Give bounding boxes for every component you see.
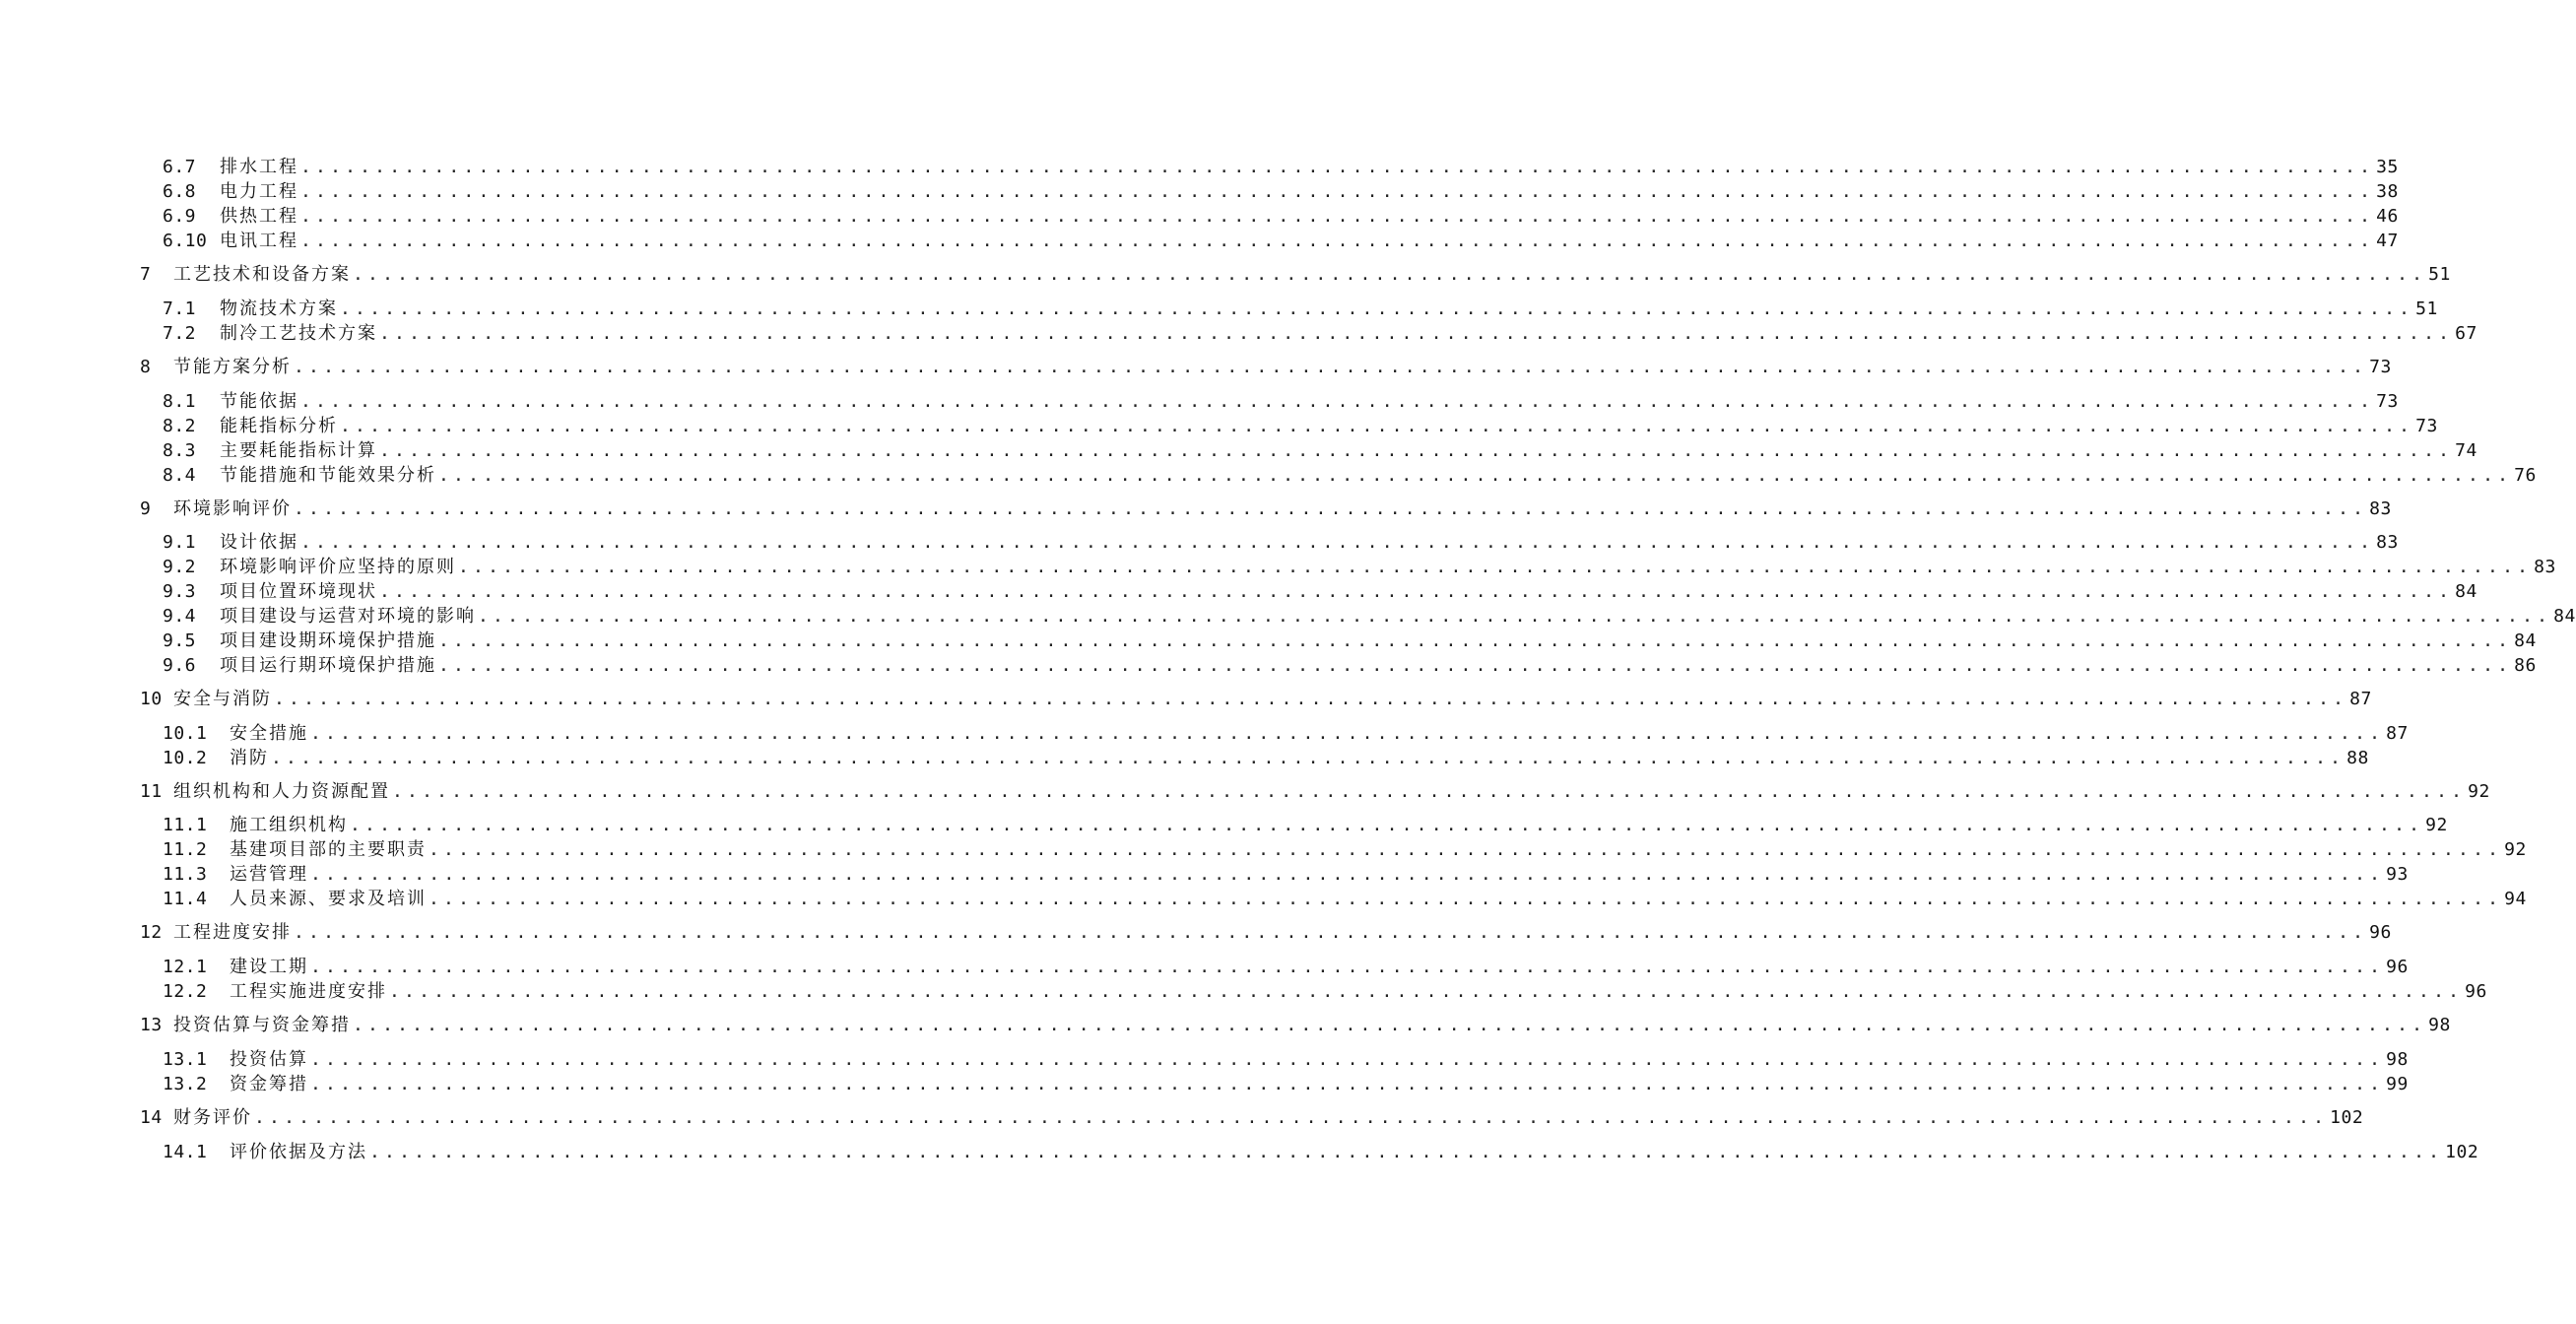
toc-chapter-entry[interactable] xyxy=(140,688,2372,711)
toc-subsection-entry[interactable] xyxy=(163,838,2527,862)
dot-leader: ............................................................................................................................................ xyxy=(310,723,2385,744)
dot-leader: ............................................................................................................................................ xyxy=(294,922,2368,943)
dot-leader: ............................................................................................................................................ xyxy=(310,1074,2385,1094)
entry-number: 12 xyxy=(140,922,163,943)
toc-subsection-entry[interactable] xyxy=(163,580,2477,604)
toc-chapter-entry[interactable] xyxy=(140,1014,2451,1037)
entry-title: 人员来源、要求及培训 xyxy=(230,889,427,909)
entry-title: 物流技术方案 xyxy=(220,298,338,319)
toc-chapter-entry[interactable] xyxy=(140,263,2451,287)
toc-chapter-entry[interactable] xyxy=(140,356,2392,379)
entry-number: 6.8 xyxy=(163,181,197,202)
entry-number: 9.4 xyxy=(163,606,197,627)
entry-number: 12.1 xyxy=(163,957,208,977)
entry-title: 节能措施和节能效果分析 xyxy=(220,465,436,486)
dot-leader: ............................................................................................................................................ xyxy=(353,1015,2427,1035)
entry-title: 投资估算 xyxy=(230,1049,308,1070)
entry-number: 11.1 xyxy=(163,815,208,835)
entry-page-number: 73 xyxy=(2376,391,2399,412)
entry-number: 11.2 xyxy=(163,839,208,860)
dot-leader: ............................................................................................................................................ xyxy=(392,781,2467,802)
toc-subsection-entry[interactable] xyxy=(163,556,2556,579)
toc-subsection-entry[interactable] xyxy=(163,863,2409,887)
entry-page-number: 96 xyxy=(2369,922,2392,943)
toc-subsection-entry[interactable] xyxy=(163,629,2537,653)
dot-leader: ............................................................................................................................................ xyxy=(340,416,2414,436)
dot-leader: ............................................................................................................................................ xyxy=(274,689,2348,709)
entry-page-number: 84 xyxy=(2553,606,2576,627)
toc-chapter-entry[interactable] xyxy=(140,1106,2364,1130)
toc-subsection-entry[interactable] xyxy=(163,1048,2409,1072)
entry-page-number: 67 xyxy=(2455,323,2477,344)
entry-title: 排水工程 xyxy=(220,157,298,177)
entry-title: 项目运行期环境保护措施 xyxy=(220,655,436,676)
entry-title: 评价依据及方法 xyxy=(230,1142,367,1162)
entry-page-number: 35 xyxy=(2376,157,2399,177)
toc-subsection-entry[interactable] xyxy=(163,1073,2409,1096)
entry-page-number: 92 xyxy=(2468,781,2490,802)
entry-page-number: 83 xyxy=(2534,557,2556,577)
entry-number: 6.10 xyxy=(163,231,208,251)
toc-subsection-entry[interactable] xyxy=(163,439,2477,463)
entry-title: 财务评价 xyxy=(173,1107,252,1128)
dot-leader: ............................................................................................................................................ xyxy=(429,889,2503,909)
entry-number: 13.1 xyxy=(163,1049,208,1070)
dot-leader: ............................................................................................................................................ xyxy=(340,298,2414,319)
entry-page-number: 88 xyxy=(2346,748,2369,768)
dot-leader: ............................................................................................................................................ xyxy=(300,391,2375,412)
dot-leader: ............................................................................................................................................ xyxy=(379,323,2454,344)
entry-title: 工程进度安排 xyxy=(173,922,292,943)
entry-page-number: 74 xyxy=(2455,440,2477,461)
entry-title: 投资估算与资金筹措 xyxy=(173,1015,351,1035)
entry-number: 10 xyxy=(140,689,163,709)
dot-leader: ............................................................................................................................................ xyxy=(310,864,2385,885)
toc-subsection-entry[interactable] xyxy=(163,205,2399,229)
entry-page-number: 92 xyxy=(2425,815,2448,835)
toc-chapter-entry[interactable] xyxy=(140,497,2392,521)
entry-number: 10.2 xyxy=(163,748,208,768)
toc-subsection-entry[interactable] xyxy=(163,531,2399,555)
entry-number: 13.2 xyxy=(163,1074,208,1094)
entry-page-number: 73 xyxy=(2415,416,2438,436)
entry-number: 14 xyxy=(140,1107,163,1128)
entry-title: 基建项目部的主要职责 xyxy=(230,839,427,860)
entry-title: 电力工程 xyxy=(220,181,298,202)
entry-page-number: 102 xyxy=(2330,1107,2364,1128)
entry-number: 8.4 xyxy=(163,465,197,486)
dot-leader: ............................................................................................................................................ xyxy=(478,606,2552,627)
dot-leader: ............................................................................................................................................ xyxy=(300,532,2375,553)
toc-subsection-entry[interactable] xyxy=(163,605,2576,629)
entry-number: 7.1 xyxy=(163,298,197,319)
dot-leader: ............................................................................................................................................ xyxy=(310,1049,2385,1070)
entry-page-number: 96 xyxy=(2465,981,2487,1002)
entry-title: 工程实施进度安排 xyxy=(230,981,387,1002)
entry-page-number: 84 xyxy=(2514,630,2537,651)
toc-subsection-entry[interactable] xyxy=(163,322,2477,346)
entry-number: 8.1 xyxy=(163,391,197,412)
entry-title: 施工组织机构 xyxy=(230,815,348,835)
dot-leader: ............................................................................................................................................ xyxy=(350,815,2424,835)
dot-leader: ............................................................................................................................................ xyxy=(458,557,2533,577)
dot-leader: ............................................................................................................................................ xyxy=(438,655,2513,676)
entry-title: 供热工程 xyxy=(220,206,298,227)
entry-title: 设计依据 xyxy=(220,532,298,553)
entry-number: 11 xyxy=(140,781,163,802)
entry-page-number: 83 xyxy=(2369,498,2392,519)
toc-chapter-entry[interactable] xyxy=(140,921,2392,945)
dot-leader: ............................................................................................................................................ xyxy=(294,498,2368,519)
entry-number: 9.6 xyxy=(163,655,197,676)
entry-number: 8.3 xyxy=(163,440,197,461)
dot-leader: ............................................................................................................................................ xyxy=(254,1107,2329,1128)
toc-subsection-entry[interactable] xyxy=(163,747,2369,770)
toc-subsection-entry[interactable] xyxy=(163,390,2399,414)
entry-page-number: 76 xyxy=(2514,465,2537,486)
entry-page-number: 98 xyxy=(2386,1049,2409,1070)
entry-title: 项目建设期环境保护措施 xyxy=(220,630,436,651)
toc-subsection-entry[interactable] xyxy=(163,814,2448,837)
entry-page-number: 87 xyxy=(2349,689,2372,709)
entry-title: 安全措施 xyxy=(230,723,308,744)
entry-page-number: 96 xyxy=(2386,957,2409,977)
entry-number: 8 xyxy=(140,357,152,377)
toc-subsection-entry[interactable] xyxy=(163,654,2537,678)
entry-title: 制冷工艺技术方案 xyxy=(220,323,377,344)
toc-subsection-entry[interactable] xyxy=(163,180,2399,204)
entry-number: 9 xyxy=(140,498,152,519)
toc-subsection-entry[interactable] xyxy=(163,230,2399,253)
entry-page-number: 86 xyxy=(2514,655,2537,676)
entry-page-number: 84 xyxy=(2455,581,2477,602)
entry-number: 11.4 xyxy=(163,889,208,909)
entry-number: 11.3 xyxy=(163,864,208,885)
entry-title: 建设工期 xyxy=(230,957,308,977)
toc-subsection-entry[interactable] xyxy=(163,1141,2479,1164)
entry-page-number: 93 xyxy=(2386,864,2409,885)
entry-number: 6.9 xyxy=(163,206,197,227)
entry-number: 7.2 xyxy=(163,323,197,344)
dot-leader: ............................................................................................................................................ xyxy=(271,748,2345,768)
dot-leader: ............................................................................................................................................ xyxy=(300,157,2375,177)
entry-title: 消防 xyxy=(230,748,269,768)
entry-page-number: 98 xyxy=(2428,1015,2451,1035)
entry-page-number: 99 xyxy=(2386,1074,2409,1094)
entry-title: 工艺技术和设备方案 xyxy=(173,264,351,285)
dot-leader: ............................................................................................................................................ xyxy=(438,465,2513,486)
dot-leader: ............................................................................................................................................ xyxy=(353,264,2427,285)
toc-subsection-entry[interactable] xyxy=(163,980,2487,1004)
dot-leader: ............................................................................................................................................ xyxy=(300,231,2375,251)
toc-subsection-entry[interactable] xyxy=(163,888,2527,911)
dot-leader: ............................................................................................................................................ xyxy=(369,1142,2444,1162)
entry-page-number: 51 xyxy=(2415,298,2438,319)
entry-title: 项目位置环境现状 xyxy=(220,581,377,602)
entry-number: 12.2 xyxy=(163,981,208,1002)
toc-subsection-entry[interactable] xyxy=(163,298,2438,321)
entry-title: 主要耗能指标计算 xyxy=(220,440,377,461)
entry-page-number: 83 xyxy=(2376,532,2399,553)
toc-subsection-entry[interactable] xyxy=(163,415,2438,438)
dot-leader: ............................................................................................................................................ xyxy=(429,839,2503,860)
dot-leader: ............................................................................................................................................ xyxy=(294,357,2368,377)
toc-chapter-entry[interactable] xyxy=(140,780,2490,804)
entry-title: 电讯工程 xyxy=(220,231,298,251)
toc-subsection-entry[interactable] xyxy=(163,956,2409,979)
entry-number: 9.5 xyxy=(163,630,197,651)
entry-title: 安全与消防 xyxy=(173,689,272,709)
entry-page-number: 73 xyxy=(2369,357,2392,377)
entry-number: 13 xyxy=(140,1015,163,1035)
entry-page-number: 46 xyxy=(2376,206,2399,227)
entry-number: 7 xyxy=(140,264,152,285)
entry-number: 9.1 xyxy=(163,532,197,553)
toc-subsection-entry[interactable] xyxy=(163,464,2537,488)
dot-leader: ............................................................................................................................................ xyxy=(379,440,2454,461)
entry-title: 组织机构和人力资源配置 xyxy=(173,781,390,802)
entry-title: 资金筹措 xyxy=(230,1074,308,1094)
entry-title: 节能依据 xyxy=(220,391,298,412)
dot-leader: ............................................................................................................................................ xyxy=(310,957,2385,977)
entry-number: 10.1 xyxy=(163,723,208,744)
entry-page-number: 92 xyxy=(2504,839,2527,860)
toc-subsection-entry[interactable] xyxy=(163,156,2399,179)
entry-title: 运营管理 xyxy=(230,864,308,885)
entry-page-number: 102 xyxy=(2445,1142,2479,1162)
dot-leader: ............................................................................................................................................ xyxy=(300,206,2375,227)
entry-page-number: 87 xyxy=(2386,723,2409,744)
entry-title: 项目建设与运营对环境的影响 xyxy=(220,606,476,627)
entry-page-number: 38 xyxy=(2376,181,2399,202)
entry-page-number: 94 xyxy=(2504,889,2527,909)
dot-leader: ............................................................................................................................................ xyxy=(379,581,2454,602)
entry-number: 9.2 xyxy=(163,557,197,577)
dot-leader: ............................................................................................................................................ xyxy=(389,981,2464,1002)
toc-subsection-entry[interactable] xyxy=(163,722,2409,746)
entry-title: 环境影响评价 xyxy=(173,498,292,519)
entry-number: 8.2 xyxy=(163,416,197,436)
entry-number: 14.1 xyxy=(163,1142,208,1162)
dot-leader: ............................................................................................................................................ xyxy=(300,181,2375,202)
entry-title: 能耗指标分析 xyxy=(220,416,338,436)
entry-title: 环境影响评价应坚持的原则 xyxy=(220,557,456,577)
entry-page-number: 47 xyxy=(2376,231,2399,251)
dot-leader: ............................................................................................................................................ xyxy=(438,630,2513,651)
entry-number: 6.7 xyxy=(163,157,197,177)
entry-page-number: 51 xyxy=(2428,264,2451,285)
entry-number: 9.3 xyxy=(163,581,197,602)
entry-title: 节能方案分析 xyxy=(173,357,292,377)
